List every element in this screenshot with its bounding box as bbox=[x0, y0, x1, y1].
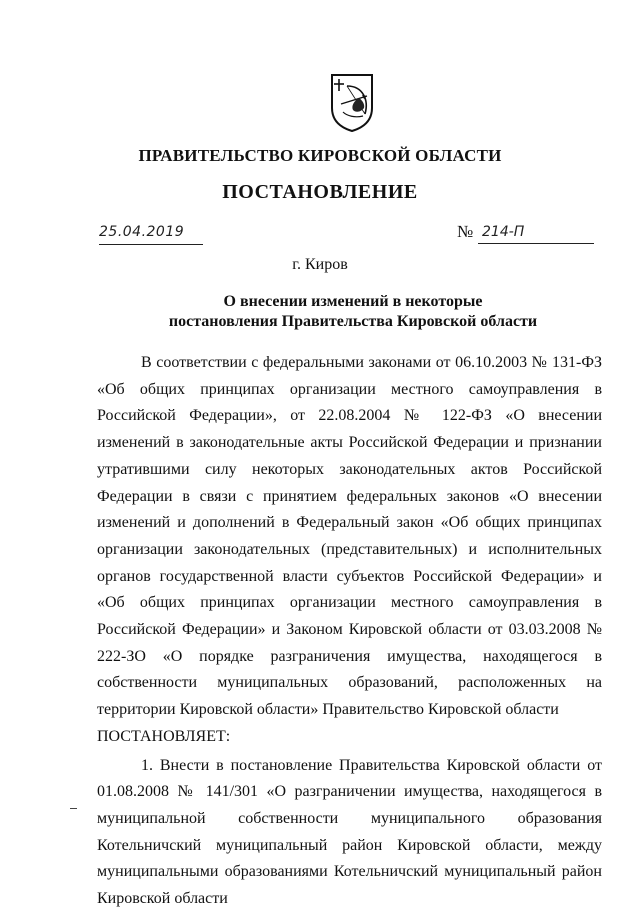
subject-line-2: постановления Правительства Кировской области bbox=[168, 313, 538, 330]
number-prefix: № bbox=[457, 222, 474, 241]
document-type: ПОСТАНОВЛЕНИЕ bbox=[222, 181, 418, 203]
organization-title: ПРАВИТЕЛЬСТВО КИРОВСКОЙ ОБЛАСТИ bbox=[138, 146, 502, 165]
document-body bbox=[97, 350, 602, 913]
preamble-paragraph: В соответствии с федеральными законами от 06.10.2003 № 131-ФЗ «Об общих принципах организации местного самоуправления в Российской Федерации», от 22.08.2004 № 122-ФЗ «О внесении изменений в законодательные акты Российской Федерации и признании утратившими силу некоторых законодательных актов Российской Федерации в связи с принятием федеральных законов «О внесении изменений и дополнений в Федеральный закон «Об общих принципах организации законодательных (представительных) и исполнительных органов государственной власти субъектов Российской Федерации» и «Об общих принципах организации местного самоуправления в Российской Федерации» и Законом Кировской области от 03.03.2008 № 222-ЗО «О порядке разграничения имущества, находящегося в собственности муниципальных образований, расположенных на территории Кировской области» Правительство Кировской области bbox=[97, 354, 602, 719]
document-number: 214-П bbox=[478, 224, 594, 244]
city: г. Киров bbox=[292, 256, 348, 273]
item-1-paragraph: 1. Внести в постановление Правительства Кировской области от 01.08.2008 № 141/301 «О разграничении имущества, находящегося в муниципальной собственности муниципального образования Котельничский муниципальный район Кировской области, между муниципальными образованиями Котельничский муниципальный район Кировской области bbox=[97, 756, 602, 908]
resolves-label: ПОСТАНОВЛЯЕТ: bbox=[97, 727, 231, 745]
subject-heading bbox=[0, 292, 640, 332]
subject-line-1: О внесении изменений в некоторые bbox=[223, 293, 483, 310]
margin-mark bbox=[70, 808, 77, 809]
document-date: 25.04.2019 bbox=[99, 224, 203, 245]
kirov-oblast-coat-of-arms-icon bbox=[329, 72, 375, 132]
